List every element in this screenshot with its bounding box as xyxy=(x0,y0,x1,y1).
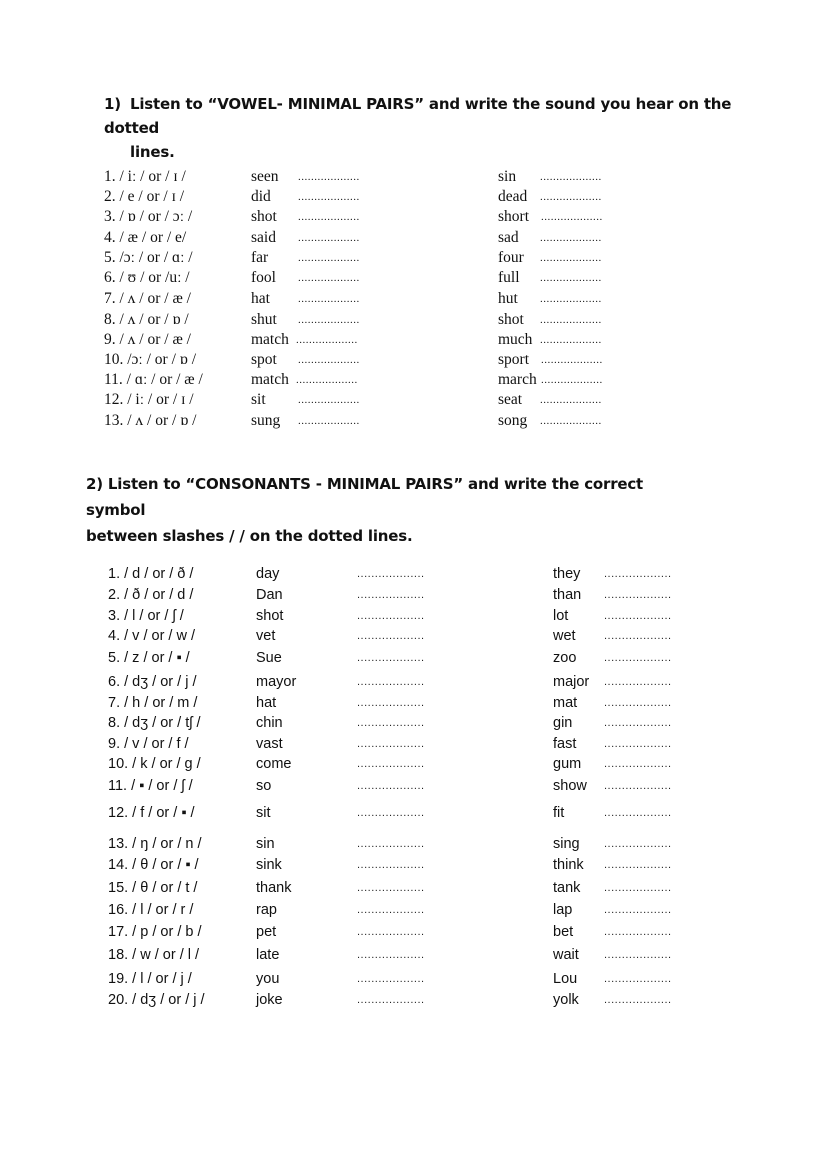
answer-line-1[interactable]: ................... xyxy=(298,191,360,203)
word2: than xyxy=(553,587,582,603)
word1: shut xyxy=(251,311,277,328)
word2: Lou xyxy=(553,971,578,987)
word2: gin xyxy=(553,715,573,731)
word2: zoo xyxy=(553,650,577,666)
consonant-pair-label: 4. / v / or / w / xyxy=(108,628,196,644)
answer-line-1[interactable]: ................... xyxy=(357,758,425,770)
word1: hat xyxy=(256,695,277,711)
word1: late xyxy=(256,947,280,963)
word1: Dan xyxy=(256,587,283,603)
answer-line-2[interactable]: ................... xyxy=(540,272,602,284)
section1-title-line2: lines. xyxy=(130,143,175,161)
word2: major xyxy=(553,674,590,690)
answer-line-1[interactable]: ................... xyxy=(298,211,360,223)
word2: sing xyxy=(553,836,580,852)
word1: you xyxy=(256,971,280,987)
consonant-pair-label: 6. / dʒ / or / j / xyxy=(108,674,197,690)
word2: march xyxy=(498,371,537,388)
word1: pet xyxy=(256,924,277,940)
vowel-pair-label: 10. /ɔː / or / ɒ / xyxy=(104,351,197,368)
answer-line-2[interactable]: ................... xyxy=(541,211,603,223)
answer-line-2[interactable]: ................... xyxy=(604,676,672,688)
answer-line-2[interactable]: ................... xyxy=(540,314,602,326)
answer-line-1[interactable]: ................... xyxy=(357,568,425,580)
answer-line-1[interactable]: ................... xyxy=(357,807,425,819)
word2: hut xyxy=(498,290,518,307)
vowel-pair-label: 4. / æ / or / e/ xyxy=(104,229,187,246)
vowel-pair-label: 3. / ɒ / or / ɔː / xyxy=(104,208,193,225)
answer-line-1[interactable]: ................... xyxy=(357,717,425,729)
word1: match xyxy=(251,371,289,388)
consonant-pair-label: 10. / k / or / g / xyxy=(108,756,201,772)
answer-line-2[interactable]: ................... xyxy=(604,882,672,894)
vowel-pair-label: 9. / ʌ / or / æ / xyxy=(104,331,191,348)
word1: sin xyxy=(256,836,275,852)
word1: fool xyxy=(251,269,276,286)
answer-line-1[interactable]: ................... xyxy=(298,354,360,366)
answer-line-2[interactable]: ................... xyxy=(540,252,602,264)
answer-line-1[interactable]: ................... xyxy=(357,859,425,871)
word2: wait xyxy=(553,947,579,963)
answer-line-1[interactable]: ................... xyxy=(357,610,425,622)
word2: shot xyxy=(498,311,524,328)
word2: yolk xyxy=(553,992,579,1008)
consonant-pair-label: 11. / ▪ / or / ʃ / xyxy=(108,778,193,794)
word1: match xyxy=(251,331,289,348)
answer-line-2[interactable]: ................... xyxy=(604,610,672,622)
answer-line-2[interactable]: ................... xyxy=(604,780,672,792)
answer-line-1[interactable]: ................... xyxy=(357,738,425,750)
word1: did xyxy=(251,188,271,205)
word1: day xyxy=(256,566,280,582)
consonant-pair-label: 8. / dʒ / or / tʃ / xyxy=(108,715,201,731)
answer-line-2[interactable]: ................... xyxy=(604,973,672,985)
word2: song xyxy=(498,412,528,429)
answer-line-2[interactable]: ................... xyxy=(604,589,672,601)
answer-line-1[interactable]: ................... xyxy=(357,973,425,985)
answer-line-2[interactable]: ................... xyxy=(604,926,672,938)
vowel-pair-label: 1. / iː / or / ɪ / xyxy=(104,168,186,185)
word2: tank xyxy=(553,880,581,896)
word2: lot xyxy=(553,608,569,624)
consonant-pair-label: 12. / f / or / ▪ / xyxy=(108,805,195,821)
answer-line-1[interactable]: ................... xyxy=(298,232,360,244)
answer-line-2[interactable]: ................... xyxy=(604,904,672,916)
answer-line-2[interactable]: ................... xyxy=(540,293,602,305)
answer-line-2[interactable]: ................... xyxy=(604,697,672,709)
word1: joke xyxy=(256,992,283,1008)
answer-line-2[interactable]: ................... xyxy=(604,630,672,642)
answer-line-2[interactable]: ................... xyxy=(541,374,603,386)
word2: fit xyxy=(553,805,565,821)
answer-line-1[interactable]: ................... xyxy=(357,652,425,664)
answer-line-2[interactable]: ................... xyxy=(604,652,672,664)
word2: sin xyxy=(498,168,517,185)
word1: hat xyxy=(251,290,270,307)
answer-line-1[interactable]: ................... xyxy=(357,589,425,601)
word1: far xyxy=(251,249,269,266)
answer-line-1[interactable]: ................... xyxy=(298,394,360,406)
word1: sit xyxy=(256,805,271,821)
section1-title-line1: Listen to “VOWEL- MINIMAL PAIRS” and write the sound you hear on the dotted xyxy=(104,95,732,137)
consonant-pair-label: 19. / l / or / j / xyxy=(108,971,192,987)
word1: mayor xyxy=(256,674,297,690)
word2: much xyxy=(498,331,533,348)
section2-title-line2: between slashes / / on the dotted lines. xyxy=(86,527,413,545)
consonant-pair-label: 15. / θ / or / t / xyxy=(108,880,198,896)
vowel-pair-label: 8. / ʌ / or / ɒ / xyxy=(104,311,189,328)
answer-line-2[interactable]: ................... xyxy=(540,232,602,244)
answer-line-1[interactable]: ................... xyxy=(357,882,425,894)
answer-line-1[interactable]: ................... xyxy=(296,334,358,346)
vowel-pair-label: 5. /ɔː / or / ɑː / xyxy=(104,249,193,266)
word1: seen xyxy=(251,168,279,185)
answer-line-1[interactable]: ................... xyxy=(357,697,425,709)
word1: come xyxy=(256,756,292,772)
answer-line-2[interactable]: ................... xyxy=(540,171,602,183)
consonant-pair-label: 3. / l / or / ʃ / xyxy=(108,608,184,624)
consonant-pair-label: 2. / ð / or / d / xyxy=(108,587,194,603)
consonant-pair-label: 7. / h / or / m / xyxy=(108,695,198,711)
answer-line-1[interactable]: ................... xyxy=(357,949,425,961)
word1: Sue xyxy=(256,650,282,666)
word2: bet xyxy=(553,924,574,940)
word2: wet xyxy=(553,628,576,644)
word1: chin xyxy=(256,715,283,731)
answer-line-1[interactable]: ................... xyxy=(298,415,360,427)
answer-line-2[interactable]: ................... xyxy=(604,807,672,819)
answer-line-2[interactable]: ................... xyxy=(604,717,672,729)
section1-number: 1) xyxy=(104,95,121,113)
word1: so xyxy=(256,778,272,794)
section1-heading xyxy=(104,92,754,164)
answer-line-1[interactable]: ................... xyxy=(298,272,360,284)
word2: short xyxy=(498,208,529,225)
word2: gum xyxy=(553,756,582,772)
word1: sink xyxy=(256,857,282,873)
answer-line-2[interactable]: ................... xyxy=(604,758,672,770)
answer-line-1[interactable]: ................... xyxy=(357,926,425,938)
answer-line-1[interactable]: ................... xyxy=(357,904,425,916)
answer-line-1[interactable]: ................... xyxy=(298,171,360,183)
vowel-pair-label: 13. / ʌ / or / ɒ / xyxy=(104,412,197,429)
word1: vet xyxy=(256,628,276,644)
word1: spot xyxy=(251,351,277,368)
word2: sad xyxy=(498,229,519,246)
answer-line-2[interactable]: ................... xyxy=(540,191,602,203)
word1: thank xyxy=(256,880,292,896)
word2: seat xyxy=(498,391,523,408)
word2: mat xyxy=(553,695,578,711)
vowel-pair-label: 11. / ɑː / or / æ / xyxy=(104,371,203,388)
word1: sit xyxy=(251,391,266,408)
word1: shot xyxy=(256,608,284,624)
answer-line-2[interactable]: ................... xyxy=(604,838,672,850)
section2-title-line1: 2) Listen to “CONSONANTS - MINIMAL PAIRS” and write the correct symbol xyxy=(86,475,644,519)
word1: sung xyxy=(251,412,281,429)
word2: think xyxy=(553,857,584,873)
word1: rap xyxy=(256,902,277,918)
word2: dead xyxy=(498,188,528,205)
answer-line-2[interactable]: ................... xyxy=(604,738,672,750)
answer-line-1[interactable]: ................... xyxy=(298,314,360,326)
answer-line-1[interactable]: ................... xyxy=(357,676,425,688)
answer-line-2[interactable]: ................... xyxy=(540,394,602,406)
answer-line-1[interactable]: ................... xyxy=(298,293,360,305)
consonant-pair-label: 9. / v / or / f / xyxy=(108,736,189,752)
answer-line-1[interactable]: ................... xyxy=(296,374,358,386)
answer-line-2[interactable]: ................... xyxy=(540,334,602,346)
word2: lap xyxy=(553,902,573,918)
answer-line-2[interactable]: ................... xyxy=(604,994,672,1006)
consonant-pair-label: 5. / z / or / ▪ / xyxy=(108,650,190,666)
answer-line-2[interactable]: ................... xyxy=(604,859,672,871)
consonant-pair-label: 17. / p / or / b / xyxy=(108,924,202,940)
answer-line-1[interactable]: ................... xyxy=(357,780,425,792)
answer-line-2[interactable]: ................... xyxy=(540,415,602,427)
word1: said xyxy=(251,229,276,246)
answer-line-1[interactable]: ................... xyxy=(357,630,425,642)
consonant-pair-label: 16. / l / or / r / xyxy=(108,902,194,918)
vowel-pair-label: 7. / ʌ / or / æ / xyxy=(104,290,191,307)
word2: show xyxy=(553,778,587,794)
word2: they xyxy=(553,566,581,582)
answer-line-1[interactable]: ................... xyxy=(357,994,425,1006)
consonant-pair-label: 1. / d / or / ð / xyxy=(108,566,194,582)
consonant-pair-label: 14. / θ / or / ▪ / xyxy=(108,857,199,873)
answer-line-1[interactable]: ................... xyxy=(298,252,360,264)
vowel-pair-label: 6. / ʊ / or /uː / xyxy=(104,269,190,286)
section2-heading xyxy=(86,471,706,549)
word2: fast xyxy=(553,736,577,752)
consonant-pair-label: 18. / w / or / l / xyxy=(108,947,200,963)
vowel-pair-label: 12. / iː / or / ɪ / xyxy=(104,391,194,408)
answer-line-2[interactable]: ................... xyxy=(604,949,672,961)
consonant-pair-label: 13. / ŋ / or / n / xyxy=(108,836,202,852)
answer-line-1[interactable]: ................... xyxy=(357,838,425,850)
word2: four xyxy=(498,249,524,266)
consonant-pair-label: 20. / dʒ / or / j / xyxy=(108,992,205,1008)
word1: vast xyxy=(256,736,283,752)
word2: sport xyxy=(498,351,529,368)
word1: shot xyxy=(251,208,277,225)
vowel-pair-label: 2. / e / or / ɪ / xyxy=(104,188,185,205)
answer-line-2[interactable]: ................... xyxy=(541,354,603,366)
word2: full xyxy=(498,269,520,286)
answer-line-2[interactable]: ................... xyxy=(604,568,672,580)
